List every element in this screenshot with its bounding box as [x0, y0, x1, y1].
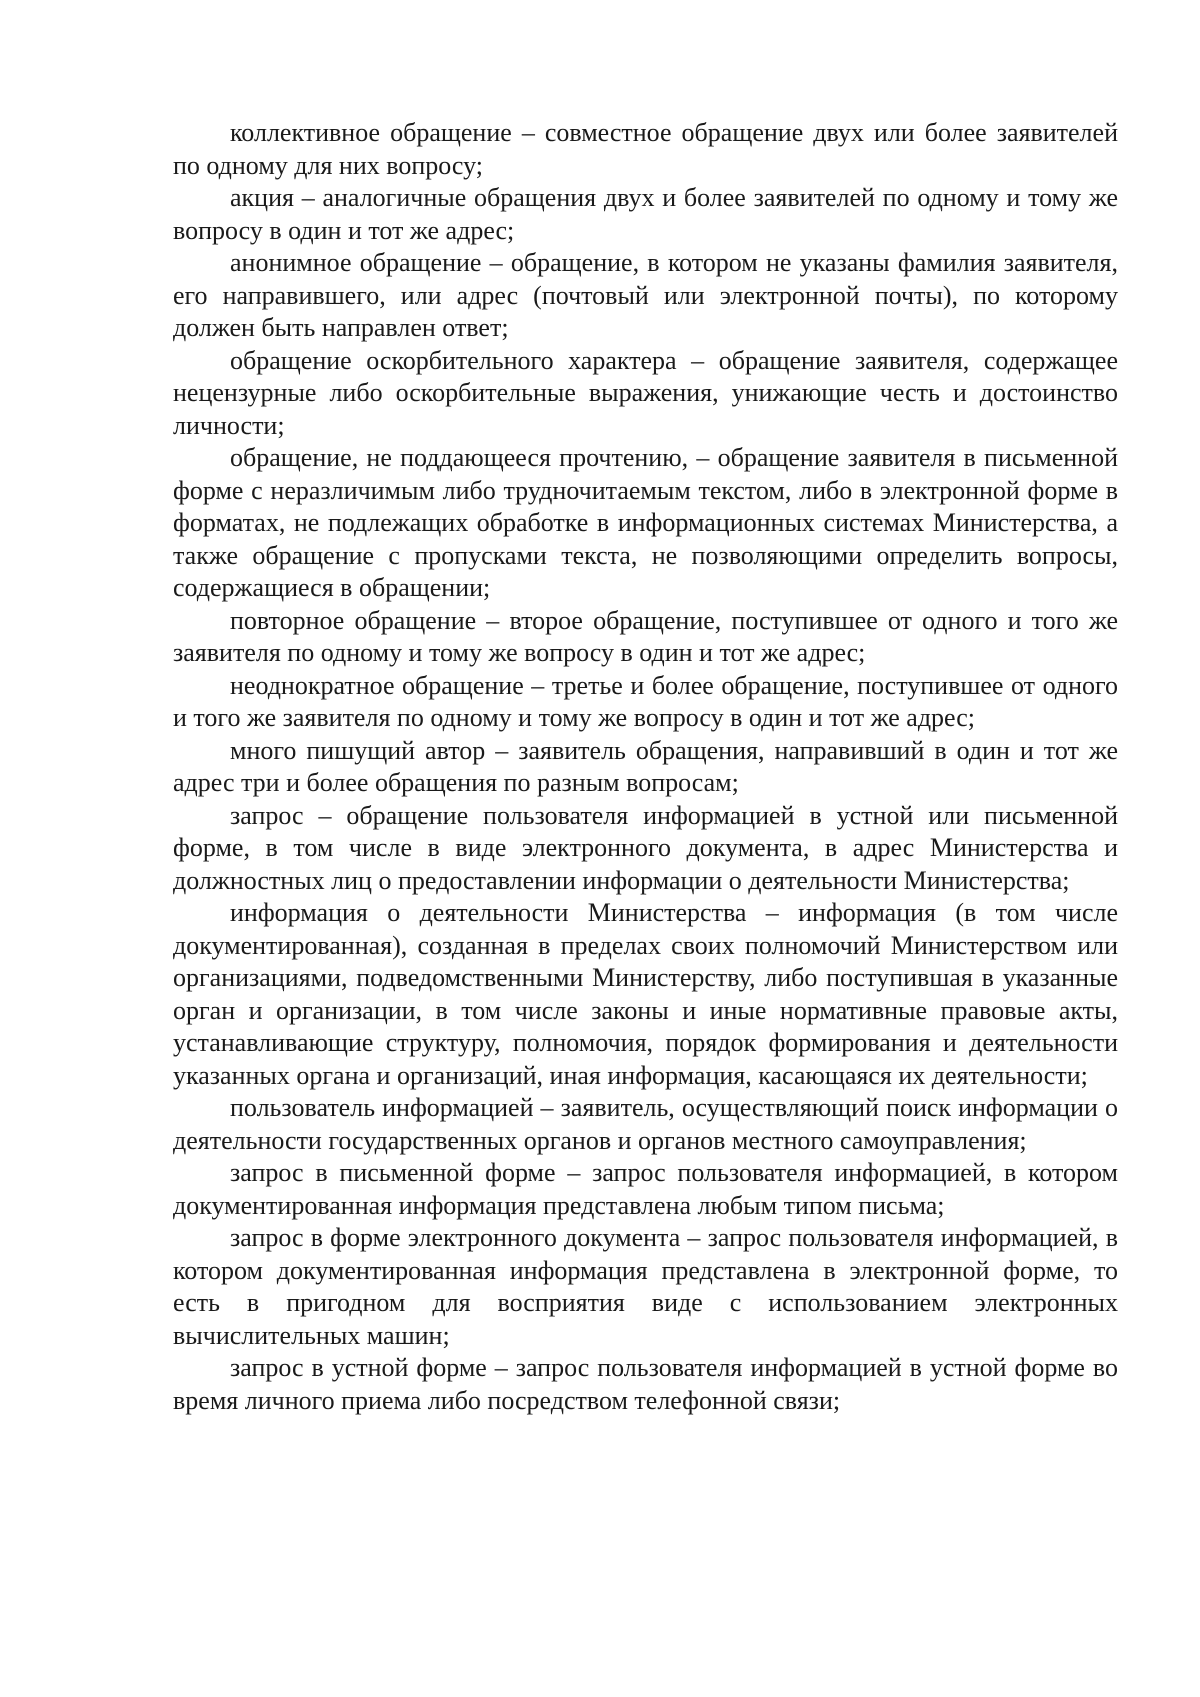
definition-paragraph: акция – аналогичные обращения двух и более заявителей по одному и тому же вопросу в один и тот же адрес;	[173, 183, 1118, 245]
definition-paragraph: пользователь информацией – заявитель, осуществляющий поиск информации о деятельности государственных органов и органов местного самоуправления;	[173, 1093, 1118, 1155]
definition-paragraph: анонимное обращение – обращение, в котором не указаны фамилия заявителя, его направившего, или адрес (почтовый или электронной почты), по которому должен быть направлен ответ;	[173, 248, 1118, 342]
definition-paragraph: информация о деятельности Министерства – информация (в том числе документированная), созданная в пределах своих полномочий Министерством или организациями, подведомственными Министерству, либо поступившая в указанные орган и организации, в том числе законы и иные нормативные правовые акты, устанавливающие структуру, полномочия, порядок формирования и деятельности указанных органа и организаций, иная информация, касающаяся их деятельности;	[173, 898, 1118, 1090]
document-body	[173, 117, 1118, 1417]
definition-paragraph: обращение, не поддающееся прочтению, – обращение заявителя в письменной форме с неразличимым либо трудночитаемым текстом, либо в электронной форме в форматах, не подлежащих обработке в информационных системах Министерства, а также обращение с пропусками текста, не позволяющими определить вопросы, содержащиеся в обращении;	[173, 443, 1118, 602]
definition-paragraph: неоднократное обращение – третье и более обращение, поступившее от одного и того же заявителя по одному и тому же вопросу в один и тот же адрес;	[173, 670, 1118, 732]
definition-paragraph: запрос в устной форме – запрос пользователя информацией в устной форме во время личного приема либо посредством телефонной связи;	[173, 1353, 1118, 1415]
definition-paragraph: много пишущий автор – заявитель обращения, направивший в один и тот же адрес три и более обращения по разным вопросам;	[173, 735, 1118, 797]
definition-paragraph: запрос – обращение пользователя информацией в устной или письменной форме, в том числе в виде электронного документа, в адрес Министерства и должностных лиц о предоставлении информации о деятельности Министерства;	[173, 800, 1118, 895]
definition-paragraph: запрос в форме электронного документа – запрос пользователя информацией, в котором документированная информация представлена в электронной форме, то есть в пригодном для восприятия виде с использованием электронных вычислительных машин;	[173, 1223, 1118, 1350]
definition-paragraph: повторное обращение – второе обращение, поступившее от одного и того же заявителя по одному и тому же вопросу в один и тот же адрес;	[173, 605, 1118, 667]
definition-paragraph: запрос в письменной форме – запрос пользователя информацией, в котором документированная информация представлена любым типом письма;	[173, 1158, 1118, 1220]
definition-paragraph: обращение оскорбительного характера – обращение заявителя, содержащее нецензурные либо оскорбительные выражения, унижающие честь и достоинство личности;	[173, 345, 1118, 440]
definition-paragraph: коллективное обращение – совместное обращение двух или более заявителей по одному для них вопросу;	[173, 118, 1118, 180]
